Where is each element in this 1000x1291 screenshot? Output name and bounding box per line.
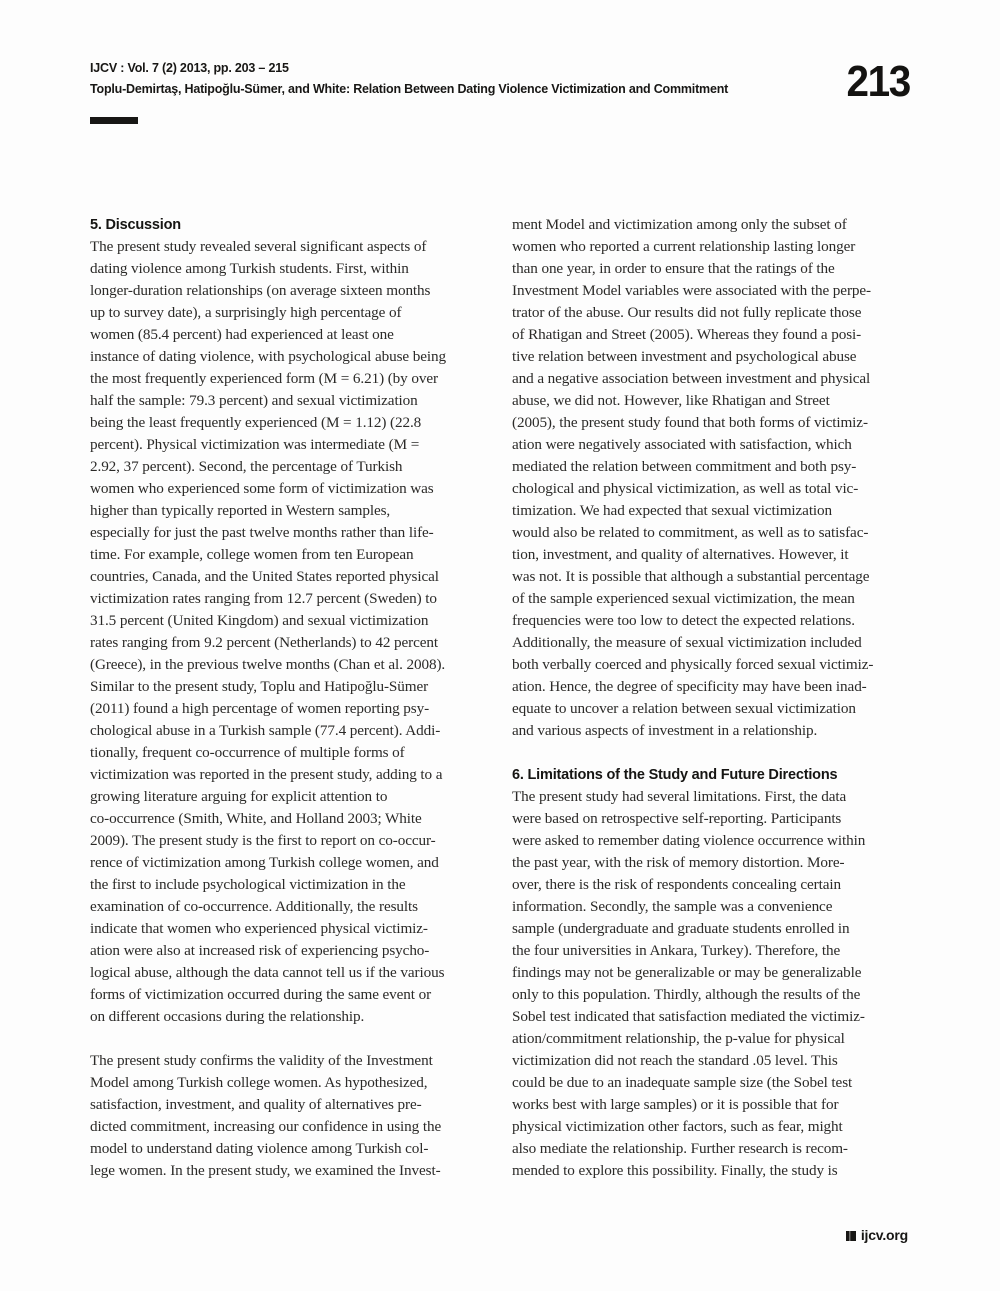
text-line: of Rhatigan and Street (2005). Whereas they found a posi- [512, 326, 862, 343]
text-line: ation/commitment relationship, the p-value for physical [512, 1030, 845, 1047]
right-column [512, 214, 910, 1182]
section-heading-discussion: 5. Discussion [90, 217, 181, 233]
text-line: Sobel test indicated that satisfaction mediated the victimiz- [512, 1008, 865, 1025]
running-head-authors-title: Toplu-Demirtaş, Hatipoğlu-Sümer, and White: Relation Between Dating Violence Victimization and Commitment [90, 82, 729, 96]
text-line: tive relation between investment and psychological abuse [512, 348, 857, 365]
text-line: also mediate the relationship. Further research is recom- [512, 1140, 848, 1157]
text-line: 31.5 percent (United Kingdom) and sexual victimization [90, 612, 429, 629]
text-line: the past year, with the risk of memory distortion. More- [512, 854, 845, 871]
page-footer [846, 1228, 908, 1243]
text-line: ation were negatively associated with satisfaction, which [512, 436, 852, 453]
text-line: victimization rates ranging from 12.7 percent (Sweden) to [90, 590, 437, 607]
text-line: percent). Physical victimization was intermediate (M = [90, 436, 420, 453]
text-line: frequencies were too low to detect the expected relations. [512, 612, 855, 629]
text-line: could be due to an inadequate sample size (the Sobel test [512, 1074, 853, 1091]
text-line: examination of co-occurrence. Additionally, the results [90, 898, 418, 915]
page-number: 213 [846, 57, 910, 106]
text-line: model to understand dating violence among Turkish col- [90, 1140, 429, 1157]
text-line: satisfaction, investment, and quality of alternatives pre- [90, 1096, 422, 1113]
text-line: ment Model and victimization among only the subset of [512, 216, 847, 233]
text-line: and various aspects of investment in a relationship. [512, 722, 818, 739]
section-heading-limitations: 6. Limitations of the Study and Future Directions [512, 767, 838, 783]
text-line: was not. It is possible that although a substantial percentage [512, 568, 870, 585]
left-column [90, 214, 488, 1182]
text-line: physical victimization other factors, such as fear, might [512, 1118, 843, 1135]
text-line: growing literature arguing for explicit attention to [90, 788, 388, 805]
text-line: especially for just the past twelve months rather than life- [90, 524, 434, 541]
text-line: time. For example, college women from ten European [90, 546, 414, 563]
text-line: chological and physical victimization, as well as total vic- [512, 480, 859, 497]
text-line: were asked to remember dating violence occurrence within [512, 832, 866, 849]
text-line: rates ranging from 9.2 percent (Netherlands) to 42 percent [90, 634, 439, 651]
text-line: findings may not be generalizable or may be generalizable [512, 964, 862, 981]
text-line: The present study had several limitations. First, the data [512, 788, 847, 805]
text-line: The present study confirms the validity of the Investment [90, 1052, 433, 1069]
text-line: both verbally coerced and physically forced sexual victimiz- [512, 656, 874, 673]
footer-website-link[interactable]: ijcv.org [860, 1227, 908, 1243]
text-line: were based on retrospective self-reporting. Participants [512, 810, 842, 827]
text-line: (2005), the present study found that both forms of victimiz- [512, 414, 868, 431]
text-line: timization. We had expected that sexual victimization [512, 502, 833, 519]
text-line: only to this population. Thirdly, although the results of the [512, 986, 861, 1003]
text-line: mended to explore this possibility. Finally, the study is [512, 1162, 838, 1179]
text-line: higher than typically reported in Western samples, [90, 502, 391, 519]
text-line: the most frequently experienced form (M = 6.21) (by over [90, 370, 438, 387]
text-line: abuse, we did not. However, like Rhatigan and Street [512, 392, 830, 409]
discussion-paragraph-2 [90, 1050, 488, 1182]
text-line: equate to uncover a relation between sexual victimization [512, 700, 856, 717]
text-line: 2.92, 37 percent). Second, the percentage of Turkish [90, 458, 403, 475]
page-header [90, 58, 810, 100]
text-line: co-occurrence (Smith, White, and Holland 2003; White [90, 810, 422, 827]
text-line: longer-duration relationships (on average sixteen months [90, 282, 431, 299]
limitations-paragraph-1 [512, 786, 910, 1182]
text-line: up to survey date), a surprisingly high percentage of [90, 304, 402, 321]
text-line: women who reported a current relationship lasting longer [512, 238, 856, 255]
text-line: (2011) found a high percentage of women reporting psy- [90, 700, 430, 717]
text-line: instance of dating violence, with psychological abuse being [90, 348, 446, 365]
text-line: Additionally, the measure of sexual victimization included [512, 634, 862, 651]
text-line: sample (undergraduate and graduate students enrolled in [512, 920, 850, 937]
text-line: dating violence among Turkish students. First, within [90, 260, 409, 277]
journal-citation-line: IJCV : Vol. 7 (2) 2013, pp. 203 – 215 [90, 61, 289, 75]
text-line: being the least frequently experienced (M = 1.12) (22.8 [90, 414, 422, 431]
text-line: on different occasions during the relationship. [90, 1008, 365, 1025]
text-line: the first to include psychological victimization in the [90, 876, 406, 893]
text-line: 2009). The present study is the first to report on co-occur- [90, 832, 436, 849]
text-line: tionally, frequent co-occurrence of multiple forms of [90, 744, 405, 761]
text-line: mediated the relation between commitment and both psy- [512, 458, 857, 475]
text-line: over, there is the risk of respondents concealing certain [512, 876, 841, 893]
ijcv-logo-icon [846, 1231, 856, 1241]
text-line: and a negative association between investment and physical [512, 370, 871, 387]
text-line: victimization was reported in the present study, adding to a [90, 766, 443, 783]
text-line: indicate that women who experienced physical victimiz- [90, 920, 428, 937]
text-line: Similar to the present study, Toplu and Hatipoğlu-Sümer [90, 678, 429, 695]
text-line: women (85.4 percent) had experienced at least one [90, 326, 394, 343]
text-line: dicted commitment, increasing our confidence in using the [90, 1118, 442, 1135]
text-line: rence of victimization among Turkish college women, and [90, 854, 439, 871]
text-line: logical abuse, although the data cannot tell us if the various [90, 964, 445, 981]
text-line: lege women. In the present study, we examined the Invest- [90, 1162, 441, 1179]
text-line: women who experienced some form of victimization was [90, 480, 434, 497]
discussion-paragraph-2-continuation [512, 214, 910, 742]
text-line: than one year, in order to ensure that the ratings of the [512, 260, 835, 277]
text-line: works best with large samples) or it is possible that for [512, 1096, 839, 1113]
header-rule-bar [90, 117, 138, 124]
text-line: (Greece), in the previous twelve months (Chan et al. 2008). [90, 656, 446, 673]
text-line: chological abuse in a Turkish sample (77.4 percent). Addi- [90, 722, 441, 739]
text-line: of the sample experienced sexual victimization, the mean [512, 590, 855, 607]
text-line: ation. Hence, the degree of specificity may have been inad- [512, 678, 867, 695]
text-line: the four universities in Ankara, Turkey). Therefore, the [512, 942, 841, 959]
text-line: forms of victimization occurred during the same event or [90, 986, 432, 1003]
text-line: trator of the abuse. Our results did not fully replicate those [512, 304, 862, 321]
text-line: Investment Model variables were associated with the perpe- [512, 282, 871, 299]
text-line: would also be related to commitment, as well as to satisfac- [512, 524, 869, 541]
text-line: Model among Turkish college women. As hypothesized, [90, 1074, 428, 1091]
text-line: half the sample: 79.3 percent) and sexual victimization [90, 392, 418, 409]
discussion-paragraph-1 [90, 236, 488, 1028]
text-line: tion, investment, and quality of alternatives. However, it [512, 546, 849, 563]
text-line: information. Secondly, the sample was a convenience [512, 898, 833, 915]
text-line: The present study revealed several significant aspects of [90, 238, 427, 255]
text-line: victimization did not reach the standard .05 level. This [512, 1052, 838, 1069]
text-line: countries, Canada, and the United States reported physical [90, 568, 439, 585]
text-line: ation were also at increased risk of experiencing psycho- [90, 942, 430, 959]
